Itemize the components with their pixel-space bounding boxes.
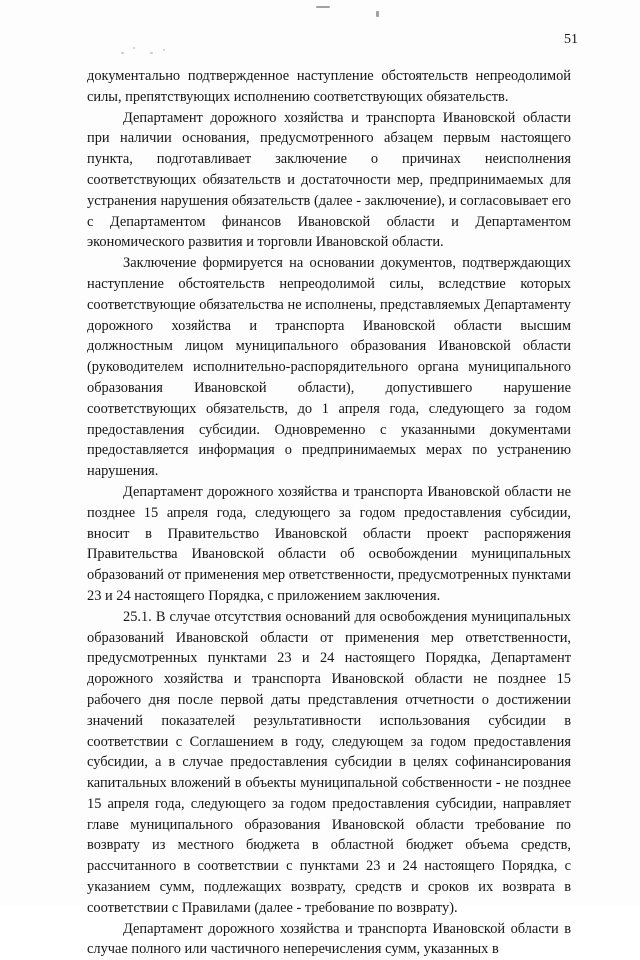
paragraph: Департамент дорожного хозяйства и транспорта Ивановской области при наличии основания, предусмотренного абзацем первым настоящего пункта, подготавливает заключение о причинах неисполнения соответствующих обязательств и достаточности мер, предпринимаемых для устранения нарушения обязательств (далее - заключение), и согласовывает его с Департаментом финансов Ивановской области и Департаментом экономического развития и торговли Ивановской области. (87, 109, 571, 251)
scan-artifact (316, 6, 330, 8)
scan-artifact (133, 47, 135, 49)
paragraph: Департамент дорожного хозяйства и транспорта Ивановской области в случае полного или частичного неперечисления сумм, указанных в (87, 920, 571, 958)
scan-artifact (376, 11, 379, 17)
paragraph-continuation: документально подтвержденное наступление обстоятельств непреодолимой силы, препятствующих исполнению соответствующих обязательств. (87, 68, 571, 105)
page-number: 51 (564, 32, 578, 47)
scan-artifact (163, 49, 165, 51)
paragraph-25-1: 25.1. В случае отсутствия оснований для освобождения муниципальных образований Ивановской области от применения мер ответственности, предусмотренных пунктами 23 и 24 настоящего Порядка, Департамент дорожного хозяйства и транспорта Ивановской области не позднее 15 рабочего дня после первой даты представления отчетности о достижении значений показателей результативности использования субсидии в соответствии с Соглашением в году, следующем за годом предоставления субсидии, а в случае предоставления субсидии в целях софинансирования капитальных вложений в объекты муниципальной собственности - не позднее 15 апреля года, следующего за годом предоставления субсидии, направляет главе муниципального образования Ивановской области требование по возврату из местного бюджета в областной бюджет объема средств, рассчитанного в соответствии с пунктами 23 и 24 настоящего Порядка, с указанием сумм, подлежащих возврату, средств и сроков их возврата в соответствии с Правилами (далее - требование по возврату). (87, 608, 571, 916)
paragraph: Департамент дорожного хозяйства и транспорта Ивановской области не позднее 15 апреля года, следующего за годом предоставления субсидии, вносит в Правительство Ивановской области проект распоряжения Правительства Ивановской области об освобождении муниципальных образований от применения мер ответственности, предусмотренных пунктами 23 и 24 настоящего Порядка, с приложением заключения. (87, 483, 571, 604)
scan-artifact (121, 52, 124, 54)
document-text (87, 66, 571, 960)
paragraph: Заключение формируется на основании документов, подтверждающих наступление обстоятельств непреодолимой силы, вследствие которых соответствующие обязательства не исполнены, представляемых Департаменту дорожного хозяйства и транспорта Ивановской области высшим должностным лицом муниципального образования Ивановской области (руководителем исполнительно-распорядительного органа муниципального образования Ивановской области), допустившего нарушение соответствующих обязательств, до 1 апреля года, следующего за годом предоставления субсидии. Одновременно с указанными документами предоставляется информация о предпринимаемых мерах по устранению нарушения. (87, 255, 571, 480)
scan-artifact (150, 52, 153, 54)
